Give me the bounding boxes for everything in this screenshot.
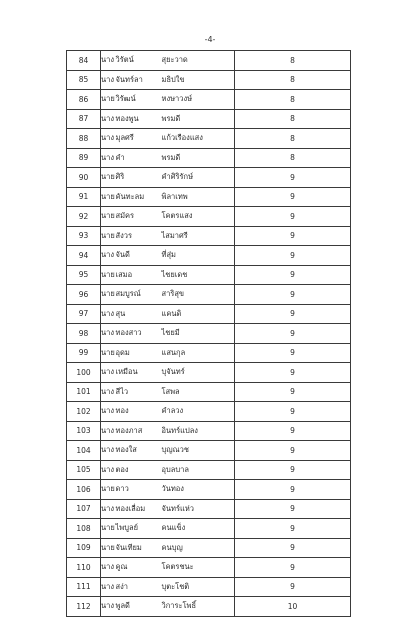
table-row (67, 343, 351, 363)
table-row (67, 421, 351, 441)
last-name-cell: ไสมาศรี (162, 226, 235, 246)
row-number-cell: 85 (67, 70, 101, 90)
title-cell: นาง (101, 304, 116, 324)
table-row (67, 90, 351, 110)
table-row (67, 499, 351, 519)
page-number: -4- (204, 35, 216, 44)
last-name-cell: มธิปใข (162, 70, 235, 90)
row-number-cell: 100 (67, 363, 101, 383)
first-name-cell: สมบูรณ์ (116, 285, 162, 305)
title-cell: นาง (101, 363, 116, 383)
first-name-cell: คำ (116, 148, 162, 168)
row-number-cell: 110 (67, 558, 101, 578)
table-row (67, 51, 351, 71)
first-name-cell: ทองพูน (116, 109, 162, 129)
title-cell: นาง (101, 460, 116, 480)
first-name-cell: จันดี (116, 246, 162, 266)
first-name-cell: เสมอ (116, 265, 162, 285)
title-cell: นาง (101, 246, 116, 266)
first-name-cell: ศิริ (116, 168, 162, 188)
last-name-cell: บุญณวช (162, 441, 235, 461)
last-name-cell: อุบลบาล (162, 460, 235, 480)
title-cell: นาง (101, 597, 116, 617)
row-number-cell: 89 (67, 148, 101, 168)
first-name-cell: คูณ (116, 558, 162, 578)
table-row (67, 226, 351, 246)
first-name-cell: สีไว (116, 382, 162, 402)
last-name-cell: หงษาวงษ์ (162, 90, 235, 110)
score-cell: 9 (235, 304, 351, 324)
table-row (67, 363, 351, 383)
first-name-cell: มุลศรี (116, 129, 162, 149)
score-cell: 9 (235, 265, 351, 285)
table-row (67, 519, 351, 539)
score-cell: 9 (235, 285, 351, 305)
row-number-cell: 103 (67, 421, 101, 441)
table-row (67, 460, 351, 480)
row-number-cell: 95 (67, 265, 101, 285)
last-name-cell: พรมดี (162, 109, 235, 129)
title-cell: นาง (101, 402, 116, 422)
table-row (67, 187, 351, 207)
row-number-cell: 86 (67, 90, 101, 110)
first-name-cell: ทองเลื่อม (116, 499, 162, 519)
first-name-cell: วิรัตน์ (116, 51, 162, 71)
score-cell: 9 (235, 324, 351, 344)
score-cell: 9 (235, 441, 351, 461)
first-name-cell: ตอง (116, 460, 162, 480)
last-name-cell: แสนกุล (162, 343, 235, 363)
row-number-cell: 107 (67, 499, 101, 519)
score-cell: 9 (235, 538, 351, 558)
score-cell: 9 (235, 460, 351, 480)
title-cell: นาง (101, 499, 116, 519)
title-cell: นาย (101, 519, 116, 539)
table-row (67, 441, 351, 461)
score-cell: 9 (235, 577, 351, 597)
title-cell: นาง (101, 70, 116, 90)
last-name-cell: บุตะโชติ (162, 577, 235, 597)
title-cell: นาย (101, 265, 116, 285)
table-row (67, 402, 351, 422)
last-name-cell: คนแข็ง (162, 519, 235, 539)
last-name-cell: คำลวง (162, 402, 235, 422)
last-name-cell: พรมดี (162, 148, 235, 168)
last-name-cell: บุจันทร์ (162, 363, 235, 383)
score-cell: 9 (235, 421, 351, 441)
last-name-cell: โคตรแสง (162, 207, 235, 227)
first-name-cell: พูลดี (116, 597, 162, 617)
score-cell: 9 (235, 207, 351, 227)
last-name-cell: โสพล (162, 382, 235, 402)
last-name-cell: คำศิริรักษ์ (162, 168, 235, 188)
row-number-cell: 111 (67, 577, 101, 597)
score-cell: 9 (235, 226, 351, 246)
score-cell: 9 (235, 187, 351, 207)
first-name-cell: อุดม (116, 343, 162, 363)
score-cell: 9 (235, 382, 351, 402)
roster-table (66, 50, 351, 617)
score-cell: 8 (235, 109, 351, 129)
table-row (67, 265, 351, 285)
title-cell: นาง (101, 148, 116, 168)
first-name-cell: สง่า (116, 577, 162, 597)
title-cell: นาย (101, 538, 116, 558)
table-row (67, 597, 351, 617)
score-cell: 8 (235, 70, 351, 90)
first-name-cell: เหมือน (116, 363, 162, 383)
table-row (67, 285, 351, 305)
row-number-cell: 109 (67, 538, 101, 558)
last-name-cell: สุยะวาด (162, 51, 235, 71)
score-cell: 9 (235, 402, 351, 422)
score-cell: 8 (235, 148, 351, 168)
row-number-cell: 88 (67, 129, 101, 149)
table-row (67, 246, 351, 266)
table-row (67, 129, 351, 149)
table-row (67, 538, 351, 558)
last-name-cell: สาริสุข (162, 285, 235, 305)
score-cell: 8 (235, 51, 351, 71)
first-name-cell: สมัคร (116, 207, 162, 227)
last-name-cell: วิการะโพธิ์ (162, 597, 235, 617)
title-cell: นาย (101, 343, 116, 363)
score-cell: 9 (235, 168, 351, 188)
row-number-cell: 104 (67, 441, 101, 461)
row-number-cell: 96 (67, 285, 101, 305)
row-number-cell: 106 (67, 480, 101, 500)
first-name-cell: ดาว (116, 480, 162, 500)
table-row (67, 577, 351, 597)
first-name-cell: ทองภาส (116, 421, 162, 441)
first-name-cell: คันทะลม (116, 187, 162, 207)
title-cell: นาง (101, 558, 116, 578)
table-row (67, 148, 351, 168)
first-name-cell: ทอง (116, 402, 162, 422)
last-name-cell: พิลาเทพ (162, 187, 235, 207)
title-cell: นาง (101, 51, 116, 71)
first-name-cell: สังวร (116, 226, 162, 246)
title-cell: นาง (101, 109, 116, 129)
row-number-cell: 87 (67, 109, 101, 129)
last-name-cell: แก้วเรืองแสง (162, 129, 235, 149)
first-name-cell: ทองสาว (116, 324, 162, 344)
last-name-cell: อินทร์แปลง (162, 421, 235, 441)
row-number-cell: 93 (67, 226, 101, 246)
row-number-cell: 102 (67, 402, 101, 422)
title-cell: นาย (101, 207, 116, 227)
table-row (67, 382, 351, 402)
row-number-cell: 99 (67, 343, 101, 363)
row-number-cell: 84 (67, 51, 101, 71)
title-cell: นาย (101, 285, 116, 305)
title-cell: นาง (101, 382, 116, 402)
row-number-cell: 108 (67, 519, 101, 539)
row-number-cell: 92 (67, 207, 101, 227)
first-name-cell: สุน (116, 304, 162, 324)
title-cell: นาง (101, 421, 116, 441)
last-name-cell: ไชยมี (162, 324, 235, 344)
row-number-cell: 105 (67, 460, 101, 480)
title-cell: นาย (101, 90, 116, 110)
table-row (67, 324, 351, 344)
first-name-cell: จันเทียม (116, 538, 162, 558)
row-number-cell: 98 (67, 324, 101, 344)
first-name-cell: วิรัฒน์ (116, 90, 162, 110)
score-cell: 9 (235, 499, 351, 519)
table-row (67, 168, 351, 188)
roster-body (67, 51, 351, 617)
score-cell: 8 (235, 90, 351, 110)
row-number-cell: 90 (67, 168, 101, 188)
title-cell: นาง (101, 324, 116, 344)
score-cell: 8 (235, 129, 351, 149)
score-cell: 9 (235, 246, 351, 266)
table-row (67, 558, 351, 578)
last-name-cell: โคตรชนะ (162, 558, 235, 578)
row-number-cell: 91 (67, 187, 101, 207)
table-row (67, 304, 351, 324)
score-cell: 9 (235, 558, 351, 578)
title-cell: นาย (101, 480, 116, 500)
title-cell: นาย (101, 187, 116, 207)
title-cell: นาย (101, 168, 116, 188)
row-number-cell: 97 (67, 304, 101, 324)
table-row (67, 109, 351, 129)
table-row (67, 70, 351, 90)
row-number-cell: 112 (67, 597, 101, 617)
table-row (67, 207, 351, 227)
title-cell: นาง (101, 129, 116, 149)
first-name-cell: ทองใส (116, 441, 162, 461)
row-number-cell: 94 (67, 246, 101, 266)
score-cell: 9 (235, 519, 351, 539)
row-number-cell: 101 (67, 382, 101, 402)
last-name-cell: จันทร์แห่ว (162, 499, 235, 519)
last-name-cell: ที่สุ่ม (162, 246, 235, 266)
last-name-cell: คนบุญ (162, 538, 235, 558)
last-name-cell: วันทอง (162, 480, 235, 500)
title-cell: นาง (101, 577, 116, 597)
score-cell: 9 (235, 343, 351, 363)
title-cell: นาย (101, 226, 116, 246)
table-row (67, 480, 351, 500)
score-cell: 9 (235, 480, 351, 500)
title-cell: นาง (101, 441, 116, 461)
score-cell: 10 (235, 597, 351, 617)
score-cell: 9 (235, 363, 351, 383)
first-name-cell: ไพบูลย์ (116, 519, 162, 539)
first-name-cell: จันทร์ลา (116, 70, 162, 90)
last-name-cell: ไชยเดช (162, 265, 235, 285)
last-name-cell: แคนดิ (162, 304, 235, 324)
